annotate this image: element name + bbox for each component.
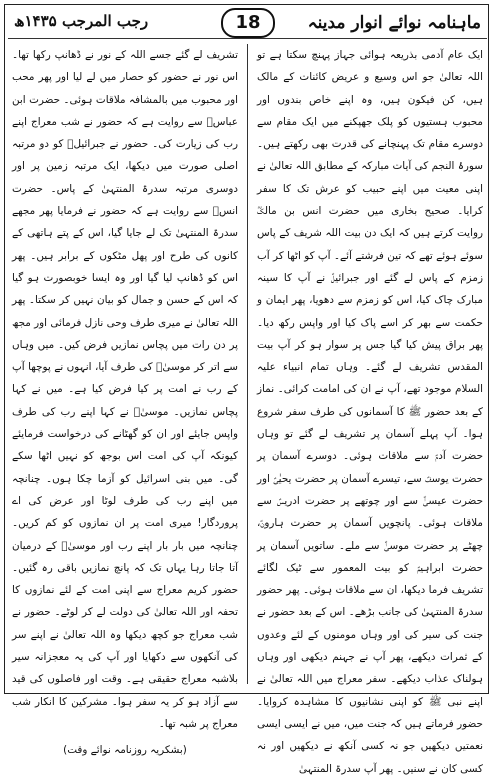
header-divider <box>8 38 487 39</box>
column-divider <box>247 44 248 684</box>
article-text-left: تشریف لے گئے جسے اللہ کے نور نے ڈھانپ رکھا تھا۔ اس نور نے حضور کو حصار میں لے لیا اور پھر محب اور محبوب میں بالمشافہ ملاقات ہوئی۔ حضرت ابن عباسؓ سے روایت ہے کہ حضور نے شب معراج اپنے رب کی زیارت کی۔ حضور نے جبرائیلؑ کو دو مرتبہ اصلی صورت میں دیکھا، ایک مرتبہ زمین پر اور دوسری مرتبہ سدرۃ المنتہیٰ کے پاس۔ حضرت انسؓ سے روایت ہے کہ حضور نے فرمایا پھر مجھے سدرۃ المنتہیٰ تک لے جایا گیا، اس کے پتے ہاتھی کے کانوں کی طرح اور پھل مٹکوں کے برابر ہیں۔ پھر اس کو ڈھانپ لیا گیا اور وہ ایسا خوبصورت ہو گیا کہ اس کے حسن و جمال کو بیان نہیں کر سکتا۔ پھر اللہ تعالیٰ نے میری طرف وحی نازل فرمائی اور مجھ پر دن رات میں پچاس نمازیں فرض کیں۔ میں وہاں سے اتر کر موسیٰؑ کی طرف آیا، انہوں نے پوچھا آپ کے رب نے امت پر کیا فرض کیا ہے۔ میں نے کہا پچاس نمازیں۔ موسیٰؑ نے کہا اپنے رب کی طرف واپس جایئے اور ان کو گھٹانے کی درخواست فرمایئے کیونکہ آپ کی امت اس بوجھ کو نہیں اٹھا سکے گی۔ میں بنی اسرائیل کو آزما چکا ہوں۔ چنانچہ میں اپنے رب کی طرف لوٹا اور عرض کی اے پروردگار! میری امت پر ان نمازوں کو کم کریں۔ چنانچہ میں بار بار اپنے رب اور موسیٰؑ کے درمیان آتا جاتا رہا یہاں تک کہ پانچ نمازیں باقی رہ گئیں۔ حضور کریم معراج سے اپنی امت کے لئے نمازوں کا تحفہ اور اللہ تعالیٰ کی دولت لے کر لوٹے۔ حضور نے شب معراج جو کچھ دیکھا وہ اللہ تعالیٰ نے اپنے سر کی آنکھوں سے دکھایا اور آپ کی یہ معجزانہ سیر بلاشبہ معراج حقیقی ہے۔ وقت اور فاصلوں کی قید سے آزاد ہو کر یہ سفر ہوا۔ مشرکین کا انکار شب معراج پر شبہ تھا۔ <box>12 49 238 730</box>
article-column-left <box>12 44 238 757</box>
page-number-badge: 18 <box>221 8 275 38</box>
issue-date: رجب المرجب ۱۴۳۵ھ <box>14 12 149 30</box>
page-header <box>6 6 487 40</box>
magazine-title: ماہنامہ نوائے انوار مدینہ <box>307 13 481 33</box>
article-text-right: ایک عام آدمی بذریعہ ہوائی جہاز پہنچ سکتا ہے تو اللہ تعالیٰ جو اس وسیع و عریض کائنات کے مالک ہیں، کن فیکون ہیں، وہ اپنے خاص بندوں اور محبوب ہستیوں کو پلک جھپکنے میں ایک مقام سے دوسرے مقام تک پہنچانے کی قدرت بھی رکھتے ہیں۔ سورۂ النجم کی آیات مبارکہ کے مطابق اللہ تعالیٰ نے اپنی معیت میں اپنے حبیب کو عرش تک کا سفر کرایا۔ صحیح بخاری میں حضرت انس بن مالکؓ روایت کرتے ہیں کہ ایک دن بیت اللہ شریف کے پاس سوئے ہوئے تھے کہ تین فرشتے آئے۔ آپ کو اٹھا کر آب زمزم کے پاس لے گئے اور جبرائیلؑ نے آپ کا سینہ مبارک چاک کیا، اس کو زمزم سے دھویا، پھر ایمان و حکمت سے بھر کر اسے پاک کیا اور واپس رکھ دیا۔ پھر براق پیش کیا گیا جس پر سوار ہو کر آپ بیت المقدس تشریف لے گئے۔ وہاں تمام انبیاء علیہ السلام موجود تھے، آپ نے ان کی امامت کرائی۔ نماز کے بعد حضور ﷺ کا آسمانوں کی طرف سفر شروع ہوا۔ آپ پہلے آسمان پر تشریف لے گئے تو وہاں حضرت آدمؑ سے ملاقات ہوئی۔ دوسرے آسمان پر حضرت یوسفؑ سے، تیسرے آسمان پر حضرت یحیٰیؑ اور حضرت عیسیٰؑ سے اور چوتھے پر حضرت ادریسؑ سے ملاقات ہوئی۔ پانچویں آسمان پر حضرت ہارونؑ، چھٹے پر حضرت موسیٰؑ سے ملے۔ ساتویں آسمان پر حضرت ابراہیمؑ کو بیت المعمور سے ٹیک لگائے تشریف فرما دیکھا، ان سے ملاقات ہوئی۔ پھر حضور سدرۃ المنتہیٰ کی جانب بڑھے۔ اس کے بعد حضور نے جنت کی سیر کی اور وہاں مومنوں کے لئے وعدوں کے ثمرات دیکھے، پھر آپ نے جہنم دیکھی اور وہاں ہولناک عذاب دیکھے۔ سفر معراج میں اللہ تعالیٰ نے اپنے نبی ﷺ کو اپنی نشانیوں کا مشاہدہ کروایا۔ حضور فرماتے ہیں کہ جنت میں، میں نے ایسی ایسی نعمتیں دیکھیں جو نہ کسی آنکھ نے دیکھیں اور نہ کسی کان نے سنیں۔ پھر آپ سدرۃ المنتہیٰ <box>257 49 483 775</box>
article-source-credit: (بشکریہ روزنامہ نوائے وقت) <box>63 744 187 757</box>
article-column-right <box>257 44 483 775</box>
